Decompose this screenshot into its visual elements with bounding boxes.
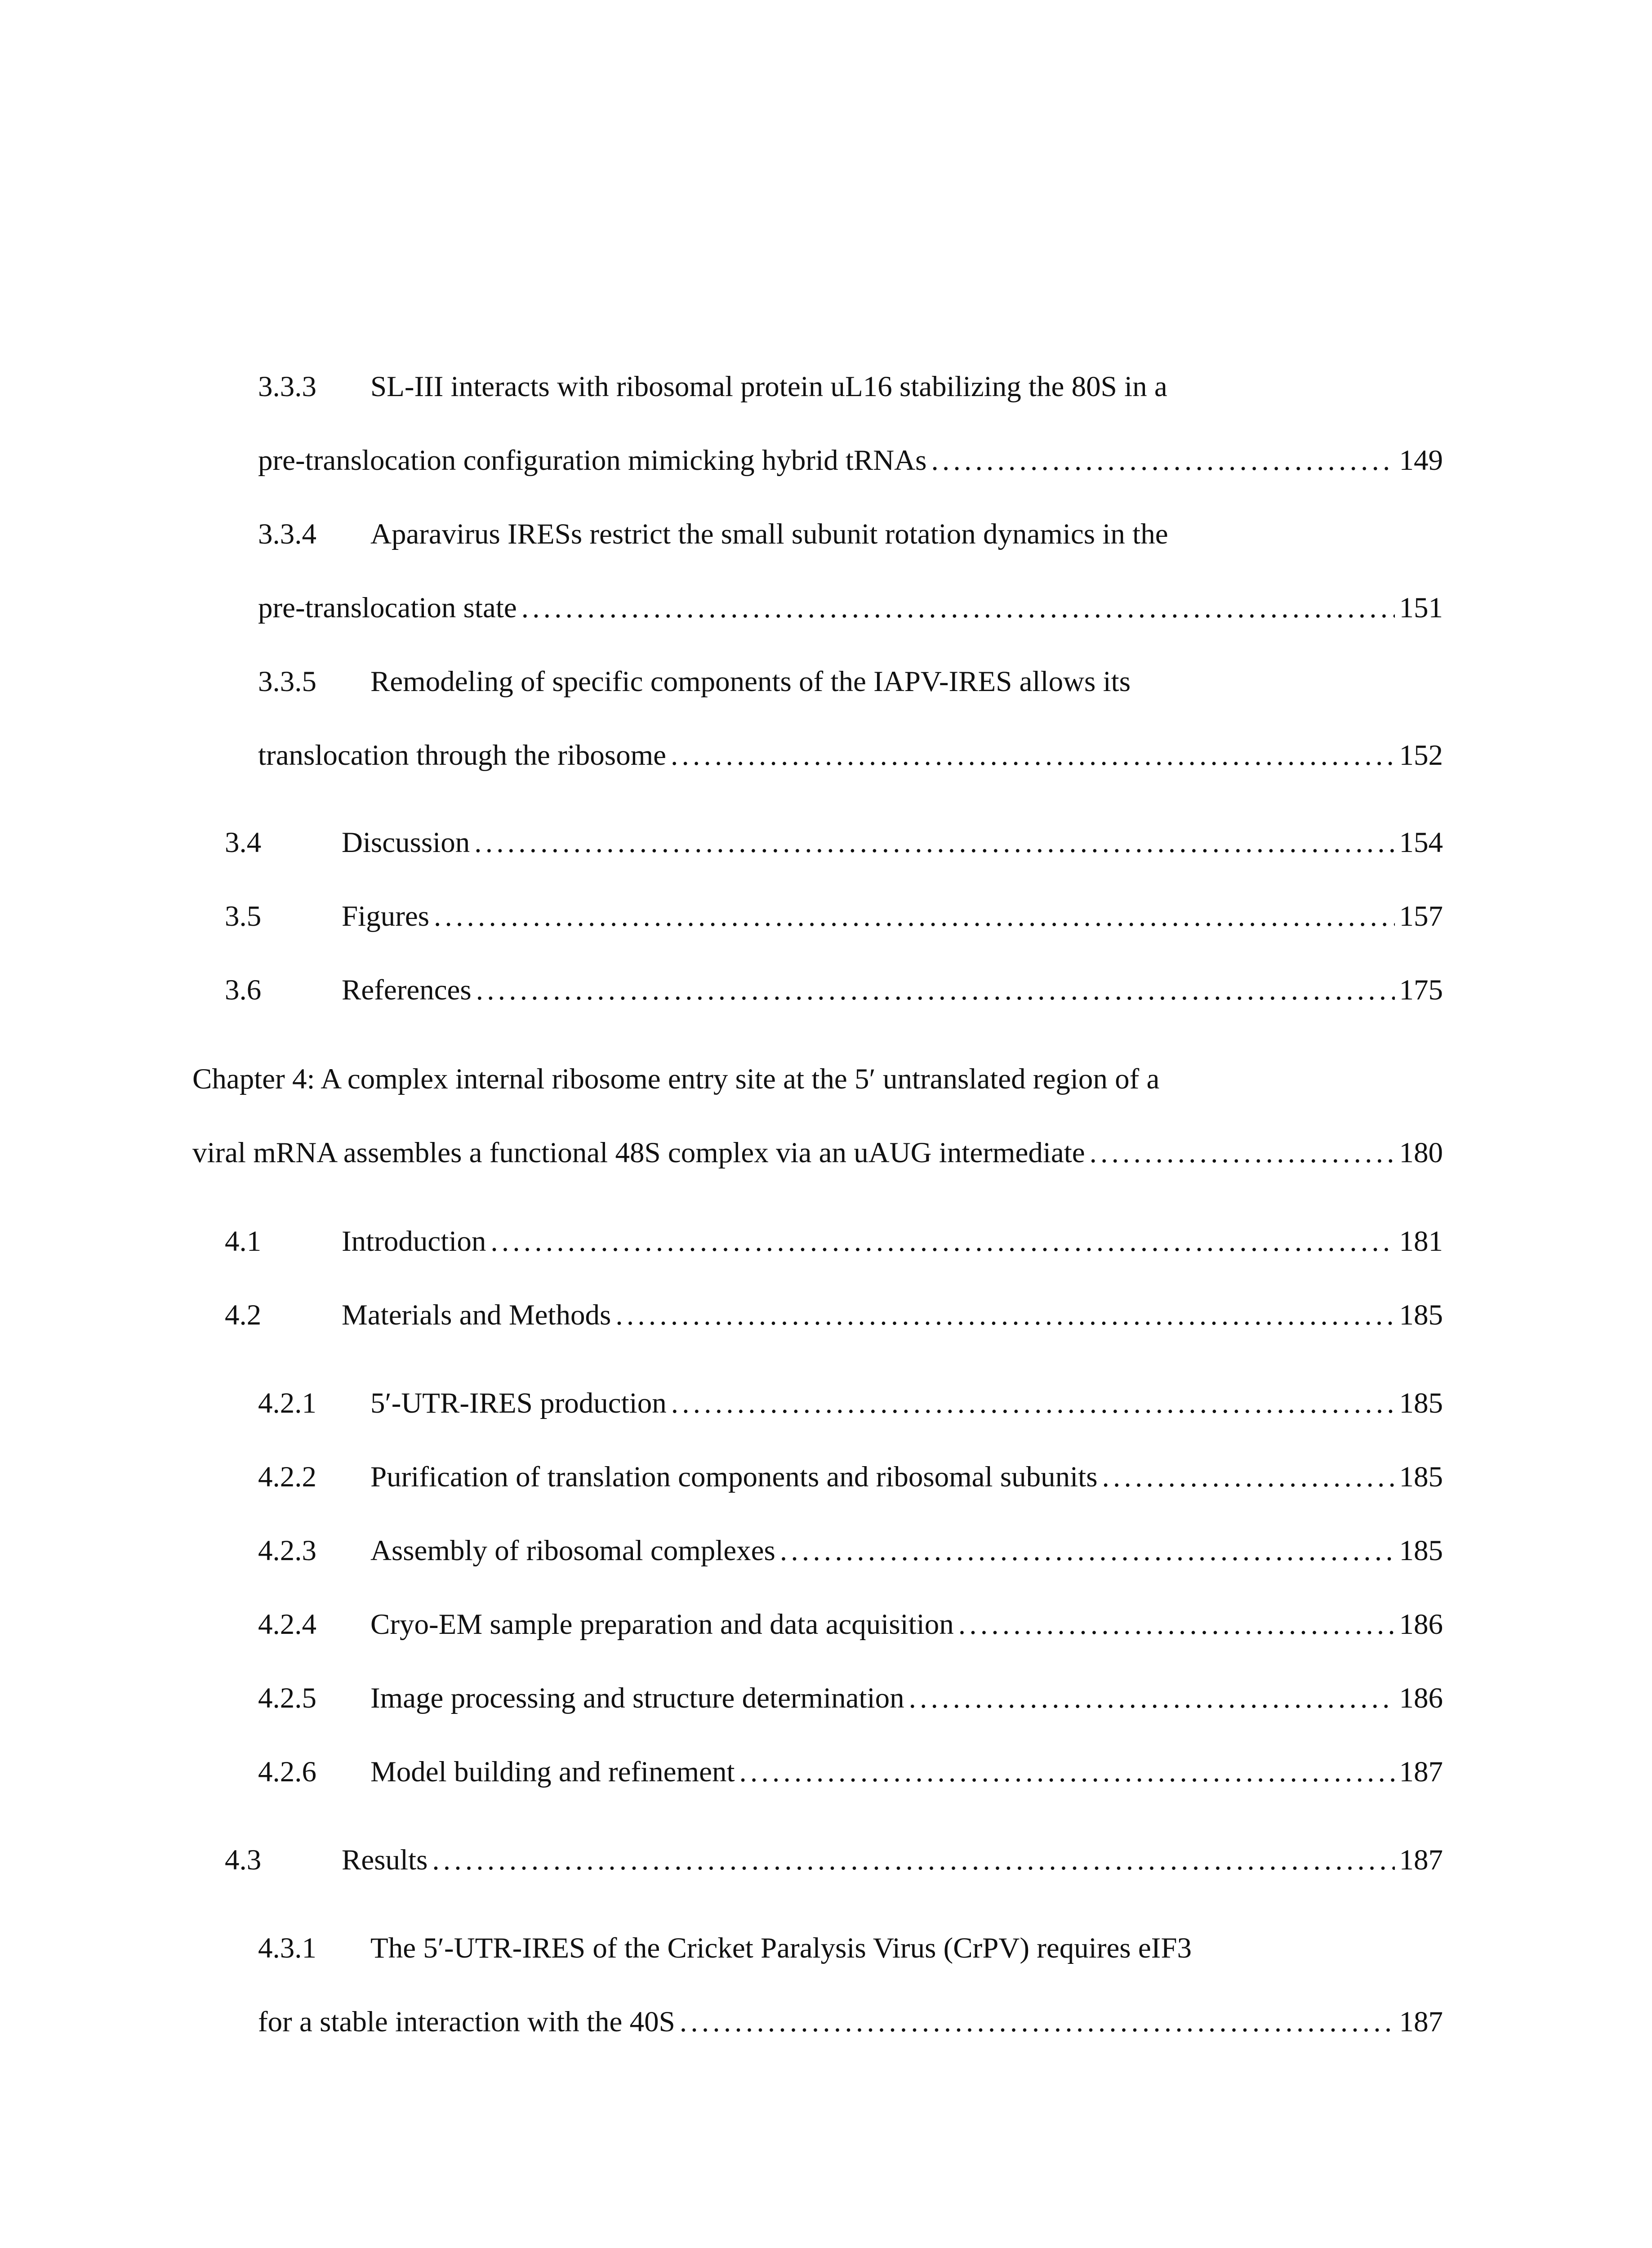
section-number: 3.3.5 (258, 665, 316, 698)
toc-entry-4-2-5[interactable] (258, 1677, 1443, 1720)
page-number: 181 (1399, 1225, 1443, 1258)
entry-title: Model building and refinement (370, 1756, 735, 1788)
entry-title: Figures (342, 900, 429, 932)
entry-title: Discussion (342, 826, 470, 859)
section-number: 4.2.2 (258, 1461, 316, 1493)
entry-title: Cryo-EM sample preparation and data acquisition (370, 1608, 954, 1641)
section-number: 3.3.4 (258, 518, 316, 550)
entry-title-line2: for a stable interaction with the 40S (258, 2006, 675, 2038)
section-number: 4.1 (225, 1225, 262, 1258)
section-number: 4.3.1 (258, 1932, 316, 1964)
section-number: 4.2.4 (258, 1608, 316, 1641)
toc-entry-4-3[interactable] (225, 1838, 1443, 1882)
section-number: 4.2.1 (258, 1387, 316, 1419)
section-number: 4.3 (225, 1844, 262, 1876)
section-number: 4.2.6 (258, 1756, 316, 1788)
entry-title: Results (342, 1844, 428, 1876)
section-number: 3.6 (225, 974, 262, 1006)
dot-leader (780, 1529, 1395, 1572)
dot-leader (615, 1293, 1394, 1337)
page-number: 151 (1399, 592, 1443, 624)
dot-leader (739, 1750, 1395, 1793)
toc-entry-4-2-1[interactable] (258, 1382, 1443, 1425)
toc-entry-4-2-2[interactable] (258, 1455, 1443, 1499)
page-number: 175 (1399, 974, 1443, 1006)
dot-leader (490, 1220, 1394, 1263)
dot-leader (680, 2000, 1395, 2043)
entry-title-line2: pre-translocation state (258, 592, 517, 624)
entry-title: Assembly of ribosomal complexes (370, 1534, 775, 1567)
entry-title-line1: Aparavirus IRESs restrict the small subunit rotation dynamics in the (370, 518, 1168, 550)
page-number: 185 (1399, 1387, 1443, 1419)
dot-leader (909, 1677, 1395, 1720)
dot-leader (476, 968, 1395, 1012)
entry-title: References (342, 974, 472, 1006)
toc-entry-4-2[interactable] (225, 1293, 1443, 1337)
page-number: 186 (1399, 1608, 1443, 1641)
toc-entry-3-5[interactable] (225, 895, 1443, 938)
page-number: 180 (1399, 1137, 1443, 1169)
toc-entry-chapter-4[interactable] (192, 1057, 1443, 1174)
dot-leader (1102, 1455, 1395, 1499)
toc-entry-3-3-3[interactable] (258, 365, 1443, 482)
section-number: 4.2 (225, 1299, 262, 1331)
dot-leader (958, 1603, 1395, 1646)
toc-entry-4-2-6[interactable] (258, 1750, 1443, 1793)
page-number: 152 (1399, 739, 1443, 772)
section-number: 4.2.3 (258, 1534, 316, 1567)
dot-leader (671, 1382, 1395, 1425)
page-number: 185 (1399, 1534, 1443, 1567)
page-number: 149 (1399, 444, 1443, 477)
toc-entry-4-2-3[interactable] (258, 1529, 1443, 1572)
entry-title-line1: Remodeling of specific components of the IAPV-IRES allows its (370, 665, 1131, 698)
page-number: 187 (1399, 1844, 1443, 1876)
section-number: 3.4 (225, 826, 262, 859)
page-number: 187 (1399, 1756, 1443, 1788)
dot-leader (434, 895, 1395, 938)
section-number: 4.2.5 (258, 1682, 316, 1714)
entry-title-line2: translocation through the ribosome (258, 739, 667, 772)
chapter-title-line1: Chapter 4: A complex internal ribosome entry site at the 5′ untranslated region of a (192, 1063, 1160, 1095)
dot-leader (931, 439, 1394, 482)
chapter-title-line2: viral mRNA assembles a functional 48S complex via an uAUG intermediate (192, 1137, 1085, 1169)
dot-leader (671, 734, 1394, 777)
dot-leader (521, 586, 1395, 629)
dot-leader (474, 821, 1394, 864)
entry-title: Introduction (342, 1225, 486, 1258)
dot-leader (1090, 1131, 1395, 1174)
entry-title-line1: The 5′-UTR-IRES of the Cricket Paralysis Virus (CrPV) requires eIF3 (370, 1932, 1192, 1964)
entry-title: Purification of translation components and ribosomal subunits (370, 1461, 1098, 1493)
toc-entry-3-3-4[interactable] (258, 513, 1443, 629)
toc-entry-4-2-4[interactable] (258, 1603, 1443, 1646)
toc-entry-3-3-5[interactable] (258, 660, 1443, 777)
toc-entry-3-4[interactable] (225, 821, 1443, 864)
toc-entry-4-3-1[interactable] (258, 1927, 1443, 2043)
page-number: 185 (1399, 1299, 1443, 1331)
section-number: 3.3.3 (258, 370, 316, 403)
entry-title-line1: SL-III interacts with ribosomal protein uL16 stabilizing the 80S in a (370, 370, 1167, 403)
entry-title: 5′-UTR-IRES production (370, 1387, 667, 1419)
entry-title-line2: pre-translocation configuration mimicking hybrid tRNAs (258, 444, 927, 477)
page-number: 185 (1399, 1461, 1443, 1493)
toc-entry-4-1[interactable] (225, 1220, 1443, 1263)
page-number: 157 (1399, 900, 1443, 932)
section-number: 3.5 (225, 900, 262, 932)
entry-title: Materials and Methods (342, 1299, 611, 1331)
page-number: 187 (1399, 2006, 1443, 2038)
dot-leader (432, 1838, 1394, 1882)
toc-entry-3-6[interactable] (225, 968, 1443, 1012)
page-number: 154 (1399, 826, 1443, 859)
entry-title: Image processing and structure determination (370, 1682, 904, 1714)
page-number: 186 (1399, 1682, 1443, 1714)
